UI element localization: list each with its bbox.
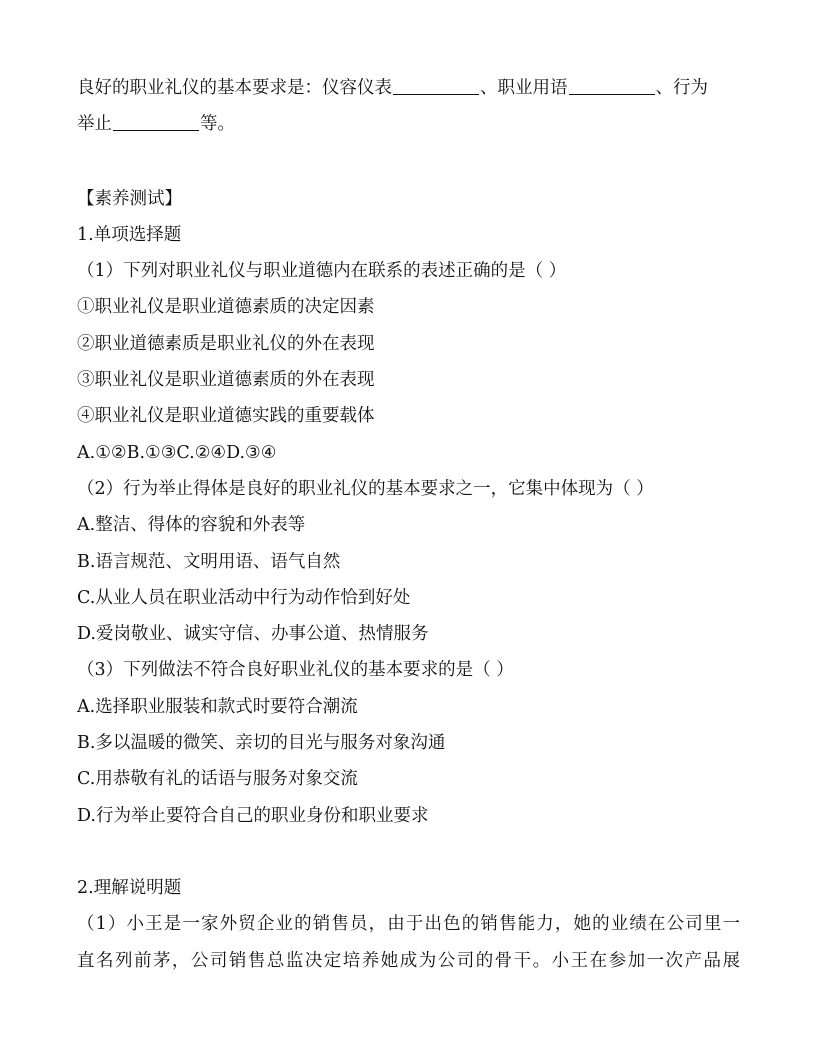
q1-sub1-options: A.①②B.①③C.②④D.③④ [77,442,277,463]
q1-sub1-statement-4: ④职业礼仪是职业道德实践的重要载体 [77,406,375,427]
q2-heading: 2.理解说明题 [77,877,182,898]
answer-blank-language[interactable] [569,74,655,95]
q1-heading: 1.单项选择题 [77,224,182,245]
intro-line-2 [77,106,740,142]
intro-line-1 [77,70,740,106]
intro-text-b: 、职业用语 [480,78,568,98]
q1-sub1-statement-3: ③职业礼仪是职业道德素质的外在表现 [77,370,375,391]
q1-sub2-option-c: C.从业人员在职业活动中行为动作恰到好处 [77,587,411,608]
q1-sub1-statement-1: ①职业礼仪是职业道德素质的决定因素 [77,297,375,318]
q1-sub1-statement-2: ②职业道德素质是职业礼仪的外在表现 [77,333,375,354]
intro-text-a: 良好的职业礼仪的基本要求是：仪容仪表 [77,78,392,98]
q1-sub3-stem: （3）下列做法不符合良好职业礼仪的基本要求的是（ ） [77,660,514,681]
q1-sub1-stem: （1）下列对职业礼仪与职业道德内在联系的表述正确的是（ ） [77,261,567,282]
q2-paragraph-line-2: 直名列前茅，公司销售总监决定培养她成为公司的骨干。小王在参加一次产品展 [77,950,740,971]
q1-sub2-option-b: B.语言规范、文明用语、语气自然 [77,551,341,572]
q1-sub2-stem: （2）行为举止得体是良好的职业礼仪的基本要求之一，它集中体现为（ ） [77,478,654,499]
section-title: 【素养测试】 [77,188,182,209]
q1-sub3-option-c: C.用恭敬有礼的话语与服务对象交流 [77,769,358,790]
q1-sub2-option-a: A.整洁、得体的容貌和外表等 [77,515,306,536]
answer-blank-appearance[interactable] [393,74,479,95]
q1-sub3-option-a: A.选择职业服装和款式时要符合潮流 [77,696,358,717]
intro-text-d: 举止 [77,114,112,135]
q1-sub2-option-d: D.爱岗敬业、诚实守信、办事公道、热情服务 [77,624,429,645]
answer-blank-behavior[interactable] [113,110,199,131]
q2-paragraph-line-1: （1）小王是一家外贸企业的销售员，由于出色的销售能力，她的业绩在公司里一 [77,914,740,935]
q1-sub3-option-b: B.多以温暖的微笑、亲切的目光与服务对象沟通 [77,733,446,754]
intro-text-e: 等。 [200,114,235,135]
q1-sub3-option-d: D.行为举止要符合自己的职业身份和职业要求 [77,805,429,826]
intro-text-c: 、行为 [655,78,708,98]
